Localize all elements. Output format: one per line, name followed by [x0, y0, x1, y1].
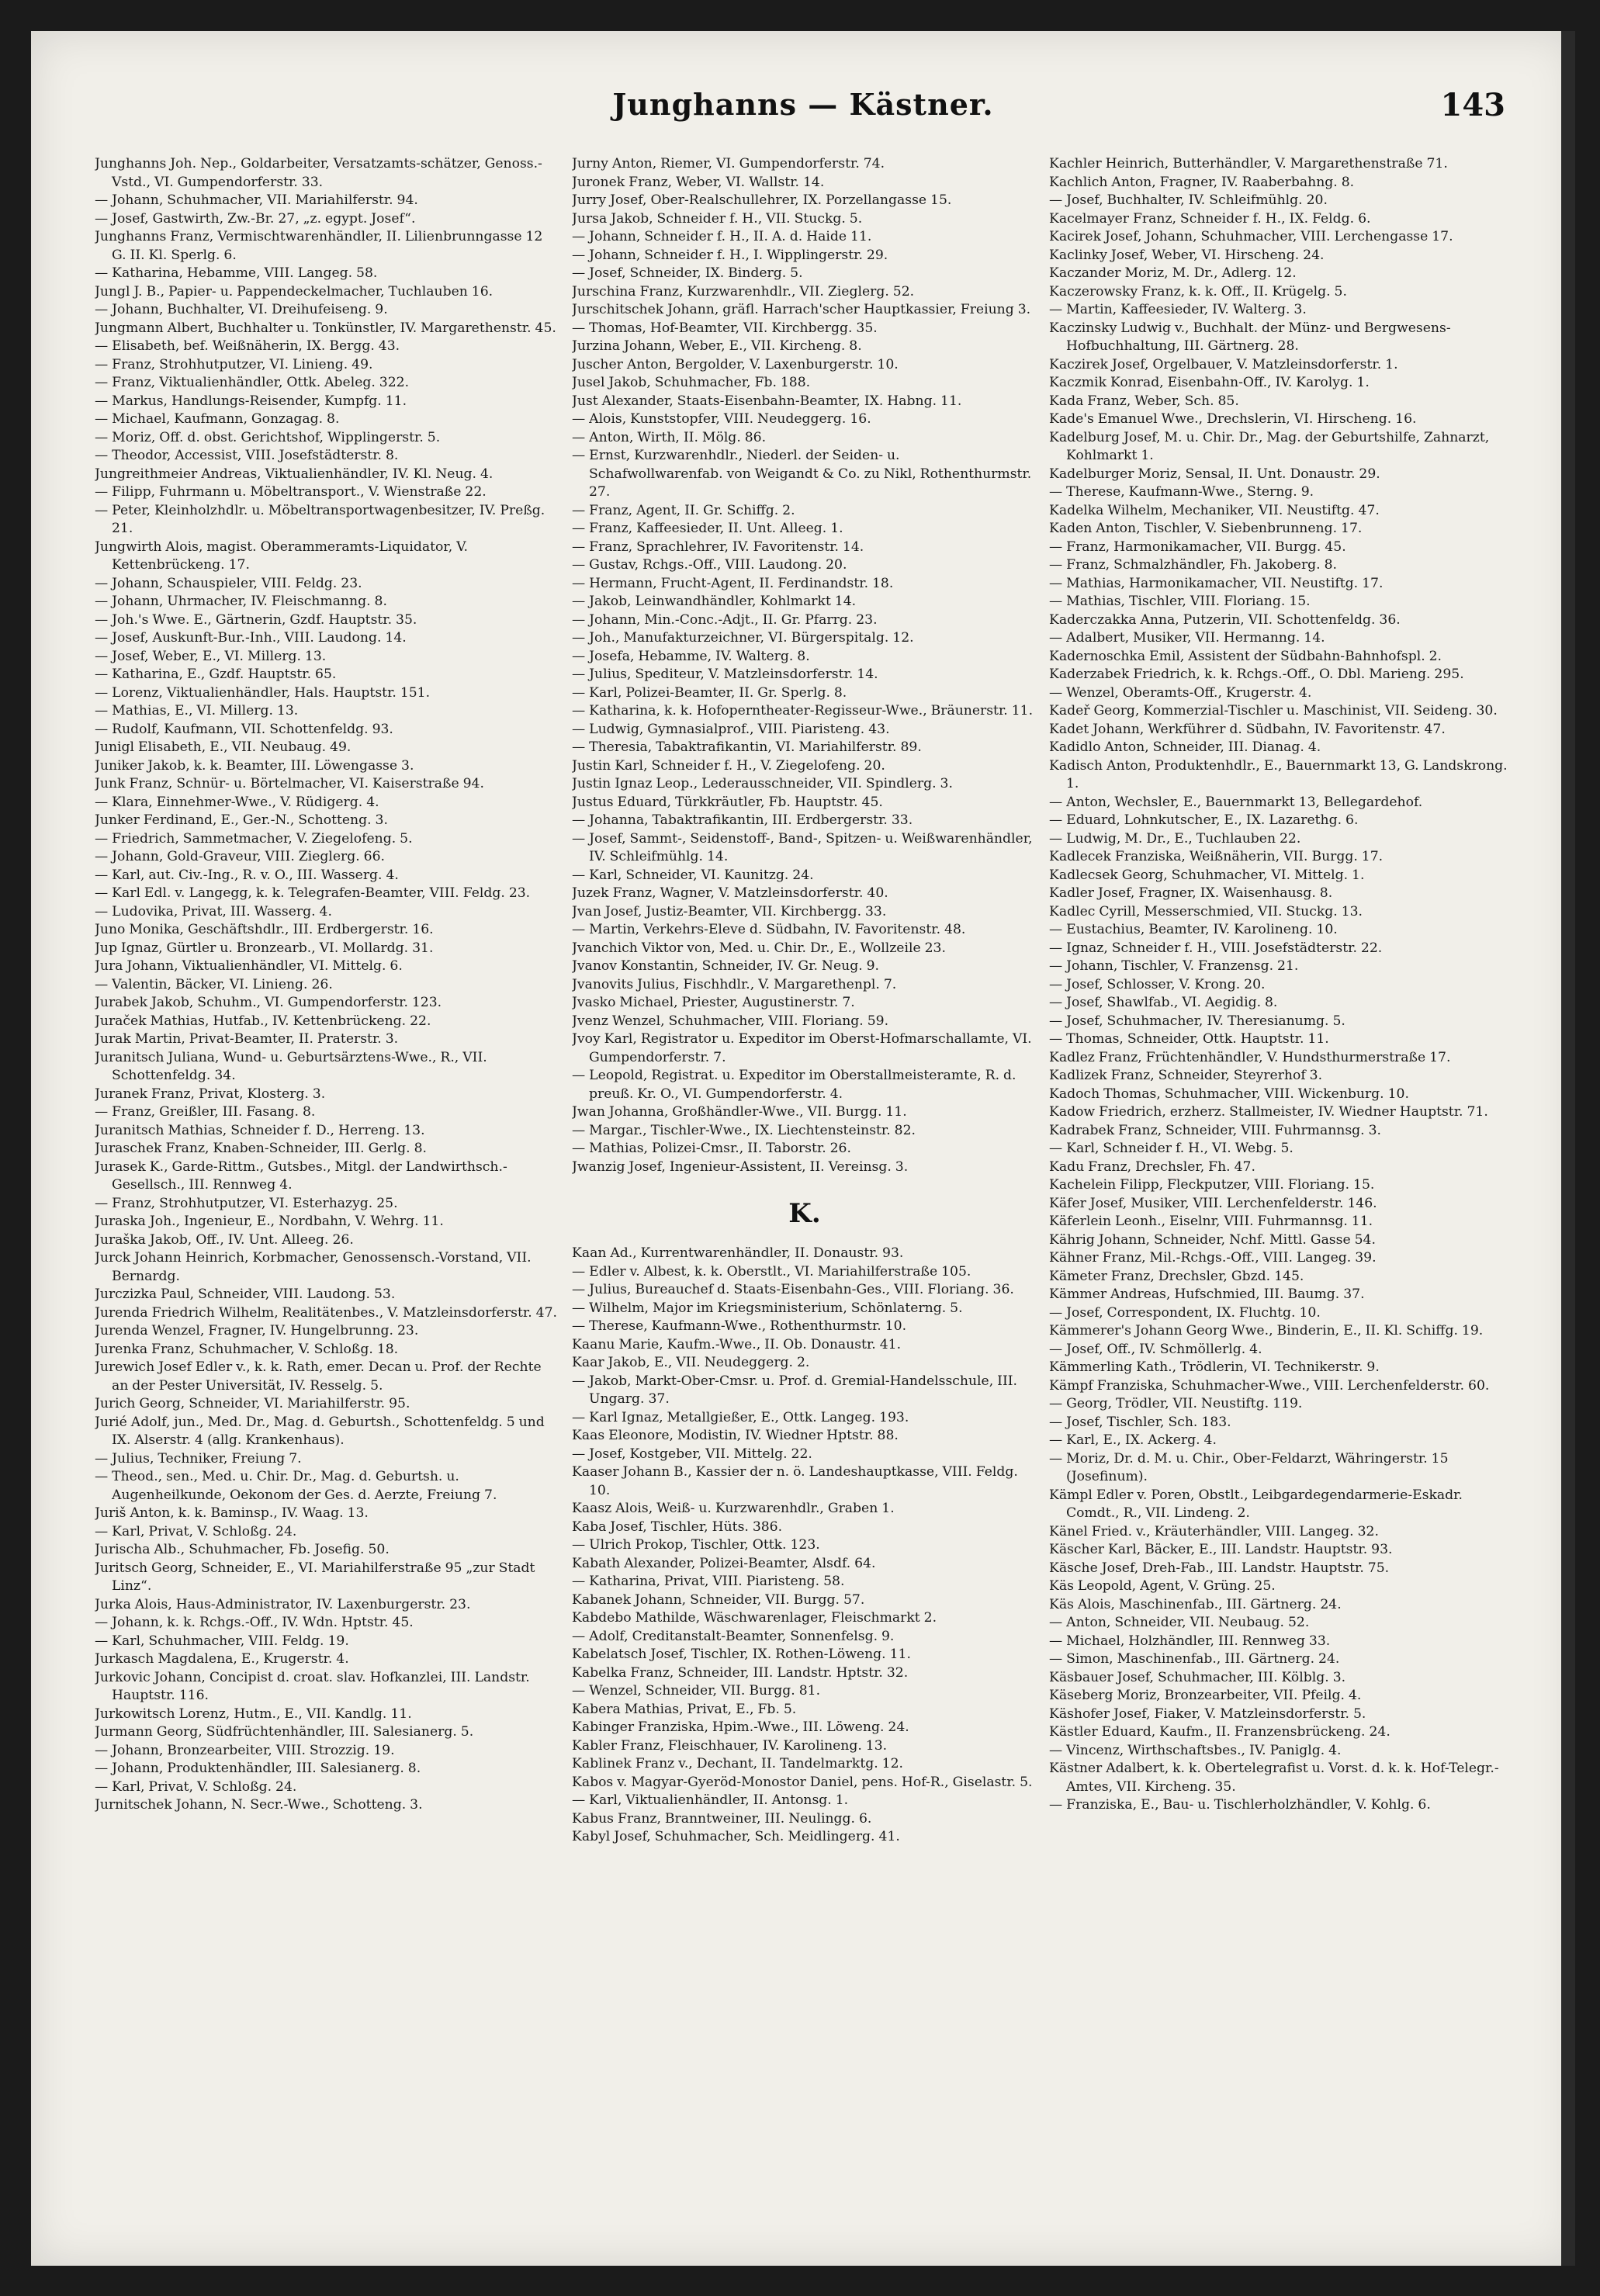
- directory-entry: — Johann, Bronzearbeiter, VIII. Strozzig. 19.: [95, 1742, 395, 1758]
- directory-entry: — Wenzel, Oberamts-Off., Krugerstr. 4.: [1049, 684, 1312, 701]
- directory-entry: Jurmann Georg, Südfrüchtenhändler, III. Salesianerg. 5.: [95, 1724, 474, 1740]
- directory-entry: Kaczerowsky Franz, k. k. Off., II. Krügelg. 5.: [1049, 283, 1347, 300]
- directory-entry: Käseberg Moriz, Bronzearbeiter, VII. Pfeilg. 4.: [1049, 1688, 1362, 1703]
- directory-entry: — Karl, Schuhmacher, VIII. Feldg. 19.: [95, 1633, 349, 1649]
- directory-entry: — Karl, Privat, V. Schloßg. 24.: [95, 1523, 297, 1539]
- directory-entry: Jvoy Karl, Registrator u. Expeditor im Oberst-Hofmarschallamte, VI. Gumpendorferstr. 7.: [572, 1031, 1032, 1065]
- directory-entry: — Therese, Kaufmann-Wwe., Rothenthurmstr. 10.: [572, 1318, 907, 1334]
- directory-entry: — Martin, Kaffeesieder, IV. Walterg. 3.: [1049, 302, 1307, 317]
- directory-entry: Jurenka Franz, Schuhmacher, V. Schloßg. 18.: [95, 1341, 399, 1357]
- section-letter-heading: K.: [788, 1198, 821, 1229]
- directory-entry: — Eduard, Lohnkutscher, E., IX. Lazarethg. 6.: [1049, 812, 1359, 828]
- directory-entry: Jurenda Wenzel, Fragner, IV. Hungelbrunng. 23.: [95, 1323, 419, 1338]
- directory-entry: Kabera Mathias, Privat, E., Fb. 5.: [572, 1701, 797, 1717]
- directory-entry: — Anton, Schneider, VII. Neubaug. 52.: [1049, 1615, 1310, 1630]
- directory-entry: Kämpf Franziska, Schuhmacher-Wwe., VIII. Lerchenfelderstr. 60.: [1049, 1377, 1490, 1394]
- column-2: [572, 155, 1037, 2235]
- directory-entry: Kadeř Georg, Kommerzial-Tischler u. Maschinist, VII. Seideng. 30.: [1049, 703, 1498, 719]
- directory-entry: — Ulrich Prokop, Tischler, Ottk. 123.: [572, 1537, 820, 1553]
- directory-entry: — Lorenz, Viktualienhändler, Hals. Hauptstr. 151.: [95, 684, 431, 701]
- directory-entry: Kaan Ad., Kurrentwarenhändler, II. Donaustr. 93.: [572, 1245, 904, 1261]
- directory-entry: Kadlec Cyrill, Messerschmied, VII. Stuckg. 13.: [1049, 903, 1363, 919]
- directory-entry: — Thomas, Hof-Beamter, VII. Kirchbergg. 35.: [572, 320, 878, 336]
- directory-entry: Kabinger Franziska, Hpim.-Wwe., III. Löweng. 24.: [572, 1719, 909, 1735]
- directory-entry: Kadelburg Josef, M. u. Chir. Dr., Mag. der Geburtshilfe, Zahnarzt, Kohlmarkt 1.: [1049, 429, 1490, 463]
- directory-entry: Kachler Heinrich, Butterhändler, V. Margarethenstraße 71.: [1049, 156, 1448, 171]
- directory-entry: — Gustav, Rchgs.-Off., VIII. Laudong. 20.: [572, 557, 847, 573]
- directory-entry: — Peter, Kleinholzhdlr. u. Möbeltransportwagenbesitzer, IV. Preßg. 21.: [95, 502, 545, 536]
- directory-entry: — Johanna, Tabaktrafikantin, III. Erdbergerstr. 33.: [572, 812, 913, 828]
- directory-entry: — Franz, Harmonikamacher, VII. Burgg. 45.: [1049, 539, 1346, 555]
- directory-entry: Kaczmik Konrad, Eisenbahn-Off., IV. Karolyg. 1.: [1049, 375, 1370, 390]
- directory-entry: Jurabek Jakob, Schuhm., VI. Gumpendorferstr. 123.: [95, 995, 442, 1010]
- directory-entry: Kadow Friedrich, erzherz. Stallmeister, IV. Wiedner Hauptstr. 71.: [1049, 1104, 1488, 1120]
- directory-entry: Jurewich Josef Edler v., k. k. Rath, emer. Decan u. Prof. der Rechte an der Pester Universität, IV. Resselg. 5.: [95, 1359, 542, 1394]
- directory-entry: Kadidlo Anton, Schneider, III. Dianag. 4.: [1049, 739, 1321, 755]
- page-header: [31, 87, 1575, 133]
- directory-entry: — Eustachius, Beamter, IV. Karolineng. 10.: [1049, 922, 1338, 937]
- directory-page: [31, 31, 1575, 2266]
- directory-entry: — Karl, Schneider, VI. Kaunitzg. 24.: [572, 867, 814, 883]
- directory-entry: — Joh.'s Wwe. E., Gärtnerin, Gzdf. Hauptstr. 35.: [95, 611, 417, 628]
- directory-entry: — Johann, Buchhalter, VI. Dreihufeiseng. 9.: [95, 302, 388, 317]
- directory-entry: — Anton, Wechsler, E., Bauernmarkt 13, Bellegardehof.: [1049, 794, 1423, 810]
- directory-entry: Jvasko Michael, Priester, Augustinerstr. 7.: [572, 995, 855, 1010]
- directory-entry: — Elisabeth, bef. Weißnäherin, IX. Bergg. 43.: [95, 338, 400, 354]
- directory-entry: Juscher Anton, Bergolder, V. Laxenburgerstr. 10.: [572, 356, 899, 372]
- directory-entry: — Ludovika, Privat, III. Wasserg. 4.: [95, 903, 332, 919]
- directory-entry: Jurasek K., Garde-Rittm., Gutsbes., Mitgl. der Landwirthsch.-Gesellsch., III. Rennweg 4.: [95, 1158, 507, 1193]
- directory-entry: Kadoch Thomas, Schuhmacher, VIII. Wickenburg. 10.: [1049, 1086, 1409, 1102]
- directory-entry: — Valentin, Bäcker, VI. Linieng. 26.: [95, 976, 333, 992]
- directory-entry: Kadlez Franz, Früchtenhändler, V. Hundsthurmerstraße 17.: [1049, 1049, 1451, 1065]
- page-number: 143: [1440, 87, 1505, 123]
- directory-entry: — Franz, Strohhutputzer, VI. Linieng. 49.: [95, 356, 373, 372]
- directory-entry: Jurkovic Johann, Concipist d. croat. slav. Hofkanzlei, III. Landstr. Hauptstr. 116.: [95, 1669, 530, 1703]
- directory-entry: — Katharina, E., Gzdf. Hauptstr. 65.: [95, 667, 337, 682]
- column-3: [1049, 155, 1515, 2235]
- directory-entry: Juranitsch Juliana, Wund- u. Geburtsärztens-Wwe., R., VII. Schottenfeldg. 34.: [95, 1049, 487, 1083]
- directory-entry: — Mathias, Harmonikamacher, VII. Neustiftg. 17.: [1049, 575, 1384, 591]
- directory-entry: Juronek Franz, Weber, VI. Wallstr. 14.: [572, 174, 825, 190]
- directory-entry: — Franz, Viktualienhändler, Ottk. Abeleg. 322.: [95, 375, 410, 390]
- directory-entry: Kabus Franz, Branntweiner, III. Neulingg. 6.: [572, 1810, 872, 1827]
- directory-entry: — Karl, aut. Civ.-Ing., R. v. O., III. Wasserg. 4.: [95, 867, 399, 883]
- directory-entry: Kästner Adalbert, k. k. Obertelegrafist u. Vorst. d. k. k. Hof-Telegr.-Amtes, VII. Kircheng. 35.: [1049, 1761, 1499, 1795]
- directory-entry: Kaas Eleonore, Modistin, IV. Wiedner Hptstr. 88.: [572, 1428, 899, 1443]
- directory-entry: Justin Ignaz Leop., Lederausschneider, VII. Spindlerg. 3.: [572, 776, 953, 791]
- directory-entry: Jursa Jakob, Schneider f. H., VII. Stuckg. 5.: [572, 210, 863, 227]
- directory-entry: — Julius, Spediteur, V. Matzleinsdorferstr. 14.: [572, 667, 878, 682]
- directory-entry: Jurich Georg, Schneider, VI. Mariahilferstr. 95.: [95, 1396, 410, 1411]
- directory-entry: Jungl J. B., Papier- u. Pappendeckelmacher, Tuchlauben 16.: [95, 283, 494, 300]
- directory-entry: Juno Monika, Geschäftshdlr., III. Erdbergerstr. 16.: [95, 922, 434, 937]
- directory-entry: Kacirek Josef, Johann, Schuhmacher, VIII. Lerchengasse 17.: [1049, 229, 1453, 244]
- directory-entry: Kabdebo Mathilde, Wäschwarenlager, Fleischmarkt 2.: [572, 1610, 937, 1626]
- directory-entry: Kaderczakka Anna, Putzerin, VII. Schottenfeldg. 36.: [1049, 611, 1401, 628]
- directory-entry: — Katharina, k. k. Hofoperntheater-Regisseur-Wwe., Bräunerstr. 11.: [572, 703, 1034, 719]
- directory-entry: Käfer Josef, Musiker, VIII. Lerchenfelderstr. 146.: [1049, 1195, 1377, 1211]
- directory-entry: Kaba Josef, Tischler, Hüts. 386.: [572, 1519, 783, 1535]
- directory-entry: Junk Franz, Schnür- u. Börtelmacher, VI. Kaiserstraße 94.: [95, 776, 484, 791]
- directory-entry: — Ignaz, Schneider f. H., VIII. Josefstädterstr. 22.: [1049, 940, 1383, 956]
- directory-entry: Käsbauer Josef, Schuhmacher, III. Kölblg. 3.: [1049, 1669, 1346, 1685]
- directory-entry: — Karl, E., IX. Ackerg. 4.: [1049, 1432, 1217, 1448]
- directory-entry: — Jakob, Markt-Ober-Cmsr. u. Prof. d. Gremial-Handelsschule, III. Ungarg. 37.: [572, 1373, 1017, 1407]
- directory-entry: — Josef, Gastwirth, Zw.-Br. 27, „z. egypt. Josef“.: [95, 210, 416, 227]
- directory-entry: Jurzina Johann, Weber, E., VII. Kircheng. 8.: [572, 338, 862, 354]
- directory-entry: — Josef, Buchhalter, IV. Schleifmühlg. 20.: [1049, 192, 1328, 208]
- directory-entry: — Josef, Weber, E., VI. Millerg. 13.: [95, 648, 327, 664]
- directory-entry: — Katharina, Privat, VIII. Piaristeng. 58.: [572, 1574, 845, 1589]
- directory-entry: Kaclinky Josef, Weber, VI. Hirscheng. 24.: [1049, 247, 1325, 263]
- directory-entry: — Wilhelm, Major im Kriegsministerium, Schönlaterng. 5.: [572, 1300, 963, 1316]
- directory-entry: Jurkasch Magdalena, E., Krugerstr. 4.: [95, 1651, 349, 1667]
- page-edge-shadow: [1561, 31, 1575, 2266]
- directory-entry: Jurkowitsch Lorenz, Hutm., E., VII. Kandlg. 11.: [95, 1706, 412, 1722]
- directory-entry: — Katharina, Hebamme, VIII. Langeg. 58.: [95, 265, 378, 281]
- directory-entry: — Jakob, Leinwandhändler, Kohlmarkt 14.: [572, 594, 857, 609]
- directory-entry: Kabler Franz, Fleischhauer, IV. Karolineng. 13.: [572, 1737, 888, 1754]
- directory-entry: Kabos v. Magyar-Gyeröd-Monostor Daniel, pens. Hof-R., Giselastr. 5.: [572, 1774, 1033, 1790]
- directory-entry: — Josef, Schuhmacher, IV. Theresianumg. 5.: [1049, 1013, 1345, 1029]
- directory-entry: — Johann, Schneider f. H., II. A. d. Haide 11.: [572, 229, 872, 244]
- directory-entry: — Josefa, Hebamme, IV. Walterg. 8.: [572, 648, 810, 664]
- directory-entry: Käs Alois, Maschinenfab., III. Gärtnerg. 24.: [1049, 1596, 1342, 1612]
- directory-entry: Kaanu Marie, Kaufm.-Wwe., II. Ob. Donaustr. 41.: [572, 1336, 902, 1352]
- directory-columns: [95, 155, 1515, 2235]
- directory-entry: Juranek Franz, Privat, Klosterg. 3.: [95, 1086, 326, 1102]
- directory-entry: — Johann, Uhrmacher, IV. Fleischmanng. 8.: [95, 594, 387, 609]
- directory-entry: — Markus, Handlungs-Reisender, Kumpfg. 11.: [95, 393, 407, 409]
- directory-entry: — Alois, Kunststopfer, VIII. Neudeggerg. 16.: [572, 411, 871, 427]
- directory-entry: Jurny Anton, Riemer, VI. Gumpendorferstr. 74.: [572, 156, 885, 171]
- directory-entry: Kabath Alexander, Polizei-Beamter, Alsdf. 64.: [572, 1555, 876, 1571]
- directory-entry: Kährig Johann, Schneider, Nchf. Mittl. Gasse 54.: [1049, 1231, 1376, 1248]
- directory-entry: Kadernoschka Emil, Assistent der Südbahn-Bahnhofspl. 2.: [1049, 648, 1442, 664]
- directory-entry: Juniker Jakob, k. k. Beamter, III. Löwengasse 3.: [95, 757, 414, 774]
- directory-entry: — Moriz, Off. d. obst. Gerichtshof, Wipplingerstr. 5.: [95, 429, 441, 445]
- directory-entry: Kästler Eduard, Kaufm., II. Franzensbrückeng. 24.: [1049, 1724, 1390, 1740]
- directory-entry: — Franz, Kaffeesieder, II. Unt. Alleeg. 1.: [572, 521, 843, 536]
- directory-entry: Kaderzabek Friedrich, k. k. Rchgs.-Off., O. Dbl. Marieng. 295.: [1049, 667, 1464, 682]
- directory-entry: — Josef, Off., IV. Schmöllerlg. 4.: [1049, 1341, 1262, 1357]
- directory-entry: — Leopold, Registrat. u. Expeditor im Oberstallmeisteramte, R. d. preuß. Kr. O., VI. Gumpendorferstr. 4.: [572, 1068, 1016, 1102]
- directory-entry: — Karl Edl. v. Langegg, k. k. Telegrafen-Beamter, VIII. Feldg. 23.: [95, 885, 531, 901]
- directory-entry: — Johann, Produktenhändler, III. Salesianerg. 8.: [95, 1761, 421, 1776]
- directory-entry: — Josef, Kostgeber, VII. Mittelg. 22.: [572, 1446, 812, 1462]
- directory-entry: Jungreithmeier Andreas, Viktualienhändler, IV. Kl. Neug. 4.: [95, 466, 494, 482]
- directory-entry: — Friedrich, Sammetmacher, V. Ziegelofeng. 5.: [95, 830, 413, 847]
- directory-entry: Kämmerer's Johann Georg Wwe., Binderin, E., II. Kl. Schiffg. 19.: [1049, 1323, 1484, 1338]
- directory-entry: Jurschitschek Johann, gräfl. Harrach'scher Hauptkassier, Freiung 3.: [572, 302, 1031, 317]
- directory-entry: — Franz, Strohhutputzer, VI. Esterhazyg. 25.: [95, 1195, 398, 1211]
- directory-entry: — Mathias, E., VI. Millerg. 13.: [95, 703, 299, 719]
- directory-entry: — Anton, Wirth, II. Mölg. 86.: [572, 429, 767, 445]
- directory-entry: — Therese, Kaufmann-Wwe., Sterng. 9.: [1049, 484, 1314, 500]
- directory-entry: Kaden Anton, Tischler, V. Siebenbrunneng. 17.: [1049, 521, 1363, 536]
- directory-entry: Juzek Franz, Wagner, V. Matzleinsdorferstr. 40.: [572, 885, 888, 901]
- directory-entry: — Josef, Sammt-, Seidenstoff-, Band-, Spitzen- u. Weißwarenhändler, IV. Schleifmühlg. 14.: [572, 830, 1033, 864]
- directory-entry: — Johann, Schuhmacher, VII. Mariahilferstr. 94.: [95, 192, 418, 208]
- directory-entry: Kämpl Edler v. Poren, Obstlt., Leibgardegendarmerie-Eskadr. Comdt., R., VII. Lindeng. 2.: [1049, 1487, 1463, 1521]
- directory-entry: — Josef, Schlosser, V. Krong. 20.: [1049, 976, 1266, 992]
- directory-entry: — Josef, Tischler, Sch. 183.: [1049, 1414, 1231, 1430]
- directory-entry: Kämmer Andreas, Hufschmied, III. Baumg. 37.: [1049, 1287, 1365, 1302]
- directory-entry: — Franz, Greißler, III. Fasang. 8.: [95, 1104, 316, 1120]
- directory-entry: Käs Leopold, Agent, V. Grüng. 25.: [1049, 1578, 1276, 1594]
- directory-entry: Kaaser Johann B., Kassier der n. ö. Landeshauptkasse, VIII. Feldg. 10.: [572, 1464, 1018, 1498]
- directory-entry: — Johann, Schauspieler, VIII. Feldg. 23.: [95, 575, 362, 591]
- directory-entry: Justin Karl, Schneider f. H., V. Ziegelofeng. 20.: [572, 757, 885, 774]
- directory-entry: — Franz, Sprachlehrer, IV. Favoritenstr. 14.: [572, 539, 864, 555]
- directory-entry: — Julius, Techniker, Freiung 7.: [95, 1450, 302, 1467]
- directory-entry: Juritsch Georg, Schneider, E., VI. Mariahilferstraße 95 „zur Stadt Linz“.: [95, 1560, 535, 1594]
- directory-entry: — Johann, k. k. Rchgs.-Off., IV. Wdn. Hptstr. 45.: [95, 1615, 414, 1630]
- directory-entry: Juranitsch Mathias, Schneider f. D., Herreng. 13.: [95, 1122, 425, 1138]
- directory-entry: Käscher Karl, Bäcker, E., III. Landstr. Hauptstr. 93.: [1049, 1542, 1393, 1557]
- directory-entry: Kadet Johann, Werkführer d. Südbahn, IV. Favoritenstr. 47.: [1049, 721, 1446, 737]
- directory-entry: Kämeter Franz, Drechsler, Gbzd. 145.: [1049, 1268, 1304, 1284]
- directory-entry: — Theodor, Accessist, VIII. Josefstädterstr. 8.: [95, 448, 399, 463]
- directory-entry: — Michael, Kaufmann, Gonzagag. 8.: [95, 411, 340, 427]
- directory-entry: — Karl, Schneider f. H., VI. Webg. 5.: [1049, 1141, 1294, 1156]
- directory-entry: Jungmann Albert, Buchhalter u. Tonkünstler, IV. Margarethenstr. 45.: [95, 320, 556, 336]
- directory-entry: Kacelmayer Franz, Schneider f. H., IX. Feldg. 6.: [1049, 210, 1371, 227]
- directory-entry: Jurak Martin, Privat-Beamter, II. Praterstr. 3.: [95, 1031, 399, 1047]
- directory-entry: Kabyl Josef, Schuhmacher, Sch. Meidlingerg. 41.: [572, 1829, 900, 1844]
- directory-entry: — Adalbert, Musiker, VII. Hermanng. 14.: [1049, 630, 1325, 646]
- directory-entry: — Michael, Holzhändler, III. Rennweg 33.: [1049, 1633, 1331, 1649]
- directory-entry: — Ludwig, Gymnasialprof., VIII. Piaristeng. 43.: [572, 721, 890, 737]
- directory-entry: — Klara, Einnehmer-Wwe., V. Rüdigerg. 4.: [95, 794, 379, 810]
- directory-entry: Kadlizek Franz, Schneider, Steyrerhof 3.: [1049, 1068, 1323, 1083]
- directory-entry: Juraschek Franz, Knaben-Schneider, III. Gerlg. 8.: [95, 1141, 428, 1156]
- directory-entry: — Theresia, Tabaktrafikantin, VI. Mariahilferstr. 89.: [572, 739, 922, 755]
- directory-entry: Kämmerling Kath., Trödlerin, VI. Technikerstr. 9.: [1049, 1359, 1380, 1375]
- directory-entry: — Franz, Schmalzhändler, Fh. Jakoberg. 8.: [1049, 557, 1338, 573]
- directory-entry: — Theod., sen., Med. u. Chir. Dr., Mag. d. Geburtsh. u. Augenheilkunde, Oekonom der Ges. d. Aerzte, Freiung 7.: [95, 1469, 497, 1503]
- directory-entry: — Ludwig, M. Dr., E., Tuchlauben 22.: [1049, 830, 1301, 847]
- directory-entry: Jusel Jakob, Schuhmacher, Fb. 188.: [572, 375, 811, 390]
- directory-entry: Kabanek Johann, Schneider, VII. Burgg. 57.: [572, 1591, 865, 1608]
- directory-entry: — Johann, Tischler, V. Franzensg. 21.: [1049, 958, 1299, 974]
- directory-entry: — Josef, Correspondent, IX. Fluchtg. 10.: [1049, 1304, 1321, 1321]
- directory-entry: Kähner Franz, Mil.-Rchgs.-Off., VIII. Langeg. 39.: [1049, 1250, 1377, 1266]
- directory-entry: Jurnitschek Johann, N. Secr.-Wwe., Schotteng. 3.: [95, 1797, 423, 1813]
- directory-entry: — Martin, Verkehrs-Eleve d. Südbahn, IV. Favoritenstr. 48.: [572, 922, 966, 937]
- directory-entry: Känel Fried. v., Kräuterhändler, VIII. Langeg. 32.: [1049, 1523, 1379, 1539]
- directory-entry: — Karl, Viktualienhändler, II. Antonsg. 1.: [572, 1792, 849, 1808]
- directory-entry: Juraska Joh., Ingenieur, E., Nordbahn, V. Wehrg. 11.: [95, 1214, 444, 1229]
- directory-entry: — Johann, Min.-Conc.-Adjt., II. Gr. Pfarrg. 23.: [572, 611, 878, 628]
- directory-entry: Jurschina Franz, Kurzwarenhdlr., VII. Zieglerg. 52.: [572, 283, 915, 300]
- directory-entry: Jwanzig Josef, Ingenieur-Assistent, II. Vereinsg. 3.: [572, 1158, 909, 1175]
- directory-entry: — Wenzel, Schneider, VII. Burgg. 81.: [572, 1683, 821, 1699]
- directory-entry: Junghanns Joh. Nep., Goldarbeiter, Versatzamts-schätzer, Genoss.-Vstd., VI. Gumpendorferstr. 33.: [95, 156, 542, 190]
- directory-entry: Käferlein Leonh., Eiselnr, VIII. Fuhrmannsg. 11.: [1049, 1214, 1373, 1229]
- directory-entry: Kada Franz, Weber, Sch. 85.: [1049, 393, 1239, 409]
- directory-entry: — Karl, Privat, V. Schloßg. 24.: [95, 1778, 297, 1795]
- directory-entry: — Franz, Agent, II. Gr. Schiffg. 2.: [572, 502, 795, 518]
- directory-entry: Juraška Jakob, Off., IV. Unt. Alleeg. 26.: [95, 1231, 354, 1248]
- directory-entry: — Julius, Bureauchef d. Staats-Eisenbahn-Ges., VIII. Floriang. 36.: [572, 1282, 1014, 1297]
- directory-entry: — Simon, Maschinenfab., III. Gärtnerg. 24.: [1049, 1651, 1340, 1667]
- directory-entry: — Johann, Gold-Graveur, VIII. Zieglerg. 66.: [95, 849, 386, 864]
- directory-entry: Kaczinsky Ludwig v., Buchhalt. der Münz- und Bergwesens-Hofbuchhaltung, III. Gärtnerg. 28.: [1049, 320, 1451, 354]
- directory-entry: Justus Eduard, Türkkräutler, Fb. Hauptstr. 45.: [572, 794, 883, 810]
- directory-entry: Kadisch Anton, Produktenhdlr., E., Bauernmarkt 13, G. Landskrong. 1.: [1049, 757, 1508, 791]
- directory-entry: Jurka Alois, Haus-Administrator, IV. Laxenburgerstr. 23.: [95, 1596, 471, 1612]
- running-title: Junghanns — Kästner.: [612, 87, 994, 122]
- directory-entry: — Vincenz, Wirthschaftsbes., IV. Paniglg. 4.: [1049, 1742, 1342, 1758]
- directory-entry: Jungwirth Alois, magist. Oberammeramts-Liquidator, V. Kettenbrückeng. 17.: [95, 539, 468, 573]
- directory-entry: — Hermann, Frucht-Agent, II. Ferdinandstr. 18.: [572, 575, 894, 591]
- directory-entry: Juriš Anton, k. k. Baminsp., IV. Waag. 13.: [95, 1505, 369, 1521]
- directory-entry: Jvenz Wenzel, Schuhmacher, VIII. Floriang. 59.: [572, 1013, 889, 1029]
- directory-entry: — Rudolf, Kaufmann, VII. Schottenfeldg. 93.: [95, 721, 393, 737]
- directory-entry: Kaczirek Josef, Orgelbauer, V. Matzleinsdorferstr. 1.: [1049, 356, 1398, 372]
- directory-entry: Just Alexander, Staats-Eisenbahn-Beamter, IX. Habng. 11.: [572, 393, 962, 409]
- directory-entry: Kabelatsch Josef, Tischler, IX. Rothen-Löweng. 11.: [572, 1647, 911, 1662]
- directory-entry: Kadler Josef, Fragner, IX. Waisenhausg. 8.: [1049, 885, 1333, 901]
- directory-entry: — Ernst, Kurzwarenhdlr., Niederl. der Seiden- u. Schafwollwarenfab. von Weigandt & Co. zu Nikl, Rothenthurmstr. 27.: [572, 448, 1032, 500]
- directory-entry: Jwan Johanna, Großhändler-Wwe., VII. Burgg. 11.: [572, 1104, 907, 1120]
- directory-entry: Kachlich Anton, Fragner, IV. Raaberbahng. 8.: [1049, 174, 1355, 190]
- directory-entry: — Moriz, Dr. d. M. u. Chir., Ober-Feldarzt, Währingerstr. 15 (Josefinum).: [1049, 1450, 1449, 1484]
- directory-entry: Jvanovits Julius, Fischhdlr., V. Margarethenpl. 7.: [572, 976, 897, 992]
- directory-entry: — Joh., Manufakturzeichner, VI. Bürgerspitalg. 12.: [572, 630, 914, 646]
- directory-entry: Kaasz Alois, Weiß- u. Kurzwarenhdlr., Graben 1.: [572, 1501, 895, 1516]
- directory-entry: Kaczander Moriz, M. Dr., Adlerg. 12.: [1049, 265, 1297, 281]
- directory-entry: Käsche Josef, Dreh-Fab., III. Landstr. Hauptstr. 75.: [1049, 1560, 1390, 1576]
- directory-entry: Kablinek Franz v., Dechant, II. Tandelmarktg. 12.: [572, 1756, 904, 1771]
- directory-entry: — Edler v. Albest, k. k. Oberstlt., VI. Mariahilferstraße 105.: [572, 1263, 971, 1280]
- directory-entry: Junigl Elisabeth, E., VII. Neubaug. 49.: [95, 739, 352, 755]
- directory-entry: — Mathias, Polizei-Cmsr., II. Taborstr. 26.: [572, 1141, 851, 1156]
- directory-entry: — Karl Ignaz, Metallgießer, E., Ottk. Langeg. 193.: [572, 1409, 909, 1425]
- directory-entry: Kadelburger Moriz, Sensal, II. Unt. Donaustr. 29.: [1049, 466, 1380, 482]
- directory-entry: — Johann, Schneider f. H., I. Wipplingerstr. 29.: [572, 247, 888, 263]
- directory-entry: Jup Ignaz, Gürtler u. Bronzearb., VI. Mollardg. 31.: [95, 940, 434, 956]
- directory-entry: — Adolf, Creditanstalt-Beamter, Sonnenfelsg. 9.: [572, 1628, 895, 1644]
- directory-entry: Jvanov Konstantin, Schneider, IV. Gr. Neug. 9.: [572, 958, 880, 974]
- directory-entry: Junker Ferdinand, E., Ger.-N., Schotteng. 3.: [95, 812, 388, 828]
- directory-entry: Kadrabek Franz, Schneider, VIII. Fuhrmannsg. 3.: [1049, 1122, 1382, 1138]
- directory-entry: Jurck Johann Heinrich, Korbmacher, Genossensch.-Vorstand, VII. Bernardg.: [95, 1250, 532, 1284]
- directory-entry: Jvanchich Viktor von, Med. u. Chir. Dr., E., Wollzeile 23.: [572, 940, 946, 956]
- directory-entry: — Margar., Tischler-Wwe., IX. Liechtensteinstr. 82.: [572, 1122, 916, 1138]
- directory-entry: Jurczizka Paul, Schneider, VIII. Laudong. 53.: [95, 1287, 396, 1302]
- directory-entry: Kadlecsek Georg, Schuhmacher, VI. Mittelg. 1.: [1049, 867, 1365, 883]
- directory-entry: Jurié Adolf, jun., Med. Dr., Mag. d. Geburtsh., Schottenfeldg. 5 und IX. Alserstr. 4 (allg. Krankenhaus).: [95, 1414, 545, 1448]
- directory-entry: Juraček Mathias, Hutfab., IV. Kettenbrückeng. 22.: [95, 1013, 431, 1029]
- directory-entry: Kachelein Filipp, Fleckputzer, VIII. Floriang. 15.: [1049, 1177, 1375, 1193]
- directory-entry: Kabelka Franz, Schneider, III. Landstr. Hptstr. 32.: [572, 1664, 909, 1681]
- directory-entry: — Karl, Polizei-Beamter, II. Gr. Sperlg. 8.: [572, 684, 847, 701]
- directory-entry: — Josef, Schneider, IX. Binderg. 5.: [572, 265, 803, 281]
- directory-entry: Kadu Franz, Drechsler, Fh. 47.: [1049, 1158, 1255, 1175]
- directory-entry: Kade's Emanuel Wwe., Drechslerin, VI. Hirscheng. 16.: [1049, 411, 1417, 427]
- directory-entry: Jura Johann, Viktualienhändler, VI. Mittelg. 6.: [95, 958, 403, 974]
- directory-entry: — Filipp, Fuhrmann u. Möbeltransport., V. Wienstraße 22.: [95, 484, 487, 500]
- directory-entry: Kaar Jakob, E., VII. Neudeggerg. 2.: [572, 1355, 810, 1370]
- directory-entry: Kadelka Wilhelm, Mechaniker, VII. Neustiftg. 47.: [1049, 502, 1380, 518]
- directory-entry: — Josef, Auskunft-Bur.-Inh., VIII. Laudong. 14.: [95, 630, 407, 646]
- directory-entry: — Mathias, Tischler, VIII. Floriang. 15.: [1049, 594, 1311, 609]
- directory-entry: Käshofer Josef, Fiaker, V. Matzleinsdorferstr. 5.: [1049, 1706, 1366, 1722]
- directory-entry: — Josef, Shawlfab., VI. Aegidig. 8.: [1049, 995, 1278, 1010]
- directory-entry: Junghanns Franz, Vermischtwarenhändler, II. Lilienbrunngasse 12 G. II. Kl. Sperlg. 6.: [95, 229, 543, 263]
- directory-entry: — Franziska, E., Bau- u. Tischlerholzhändler, V. Kohlg. 6.: [1049, 1797, 1431, 1813]
- directory-entry: — Georg, Trödler, VII. Neustiftg. 119.: [1049, 1396, 1303, 1411]
- directory-entry: Kadlecek Franziska, Weißnäherin, VII. Burgg. 17.: [1049, 849, 1384, 864]
- directory-entry: Jurischa Alb., Schuhmacher, Fb. Josefig. 50.: [95, 1542, 390, 1557]
- directory-entry: Jurry Josef, Ober-Realschullehrer, IX. Porzellangasse 15.: [572, 192, 952, 208]
- directory-entry: Jvan Josef, Justiz-Beamter, VII. Kirchbergg. 33.: [572, 903, 887, 919]
- column-1: [95, 155, 560, 2235]
- directory-entry: — Thomas, Schneider, Ottk. Hauptstr. 11.: [1049, 1031, 1329, 1047]
- directory-entry: Jurenda Friedrich Wilhelm, Realitätenbes., V. Matzleinsdorferstr. 47.: [95, 1304, 557, 1321]
